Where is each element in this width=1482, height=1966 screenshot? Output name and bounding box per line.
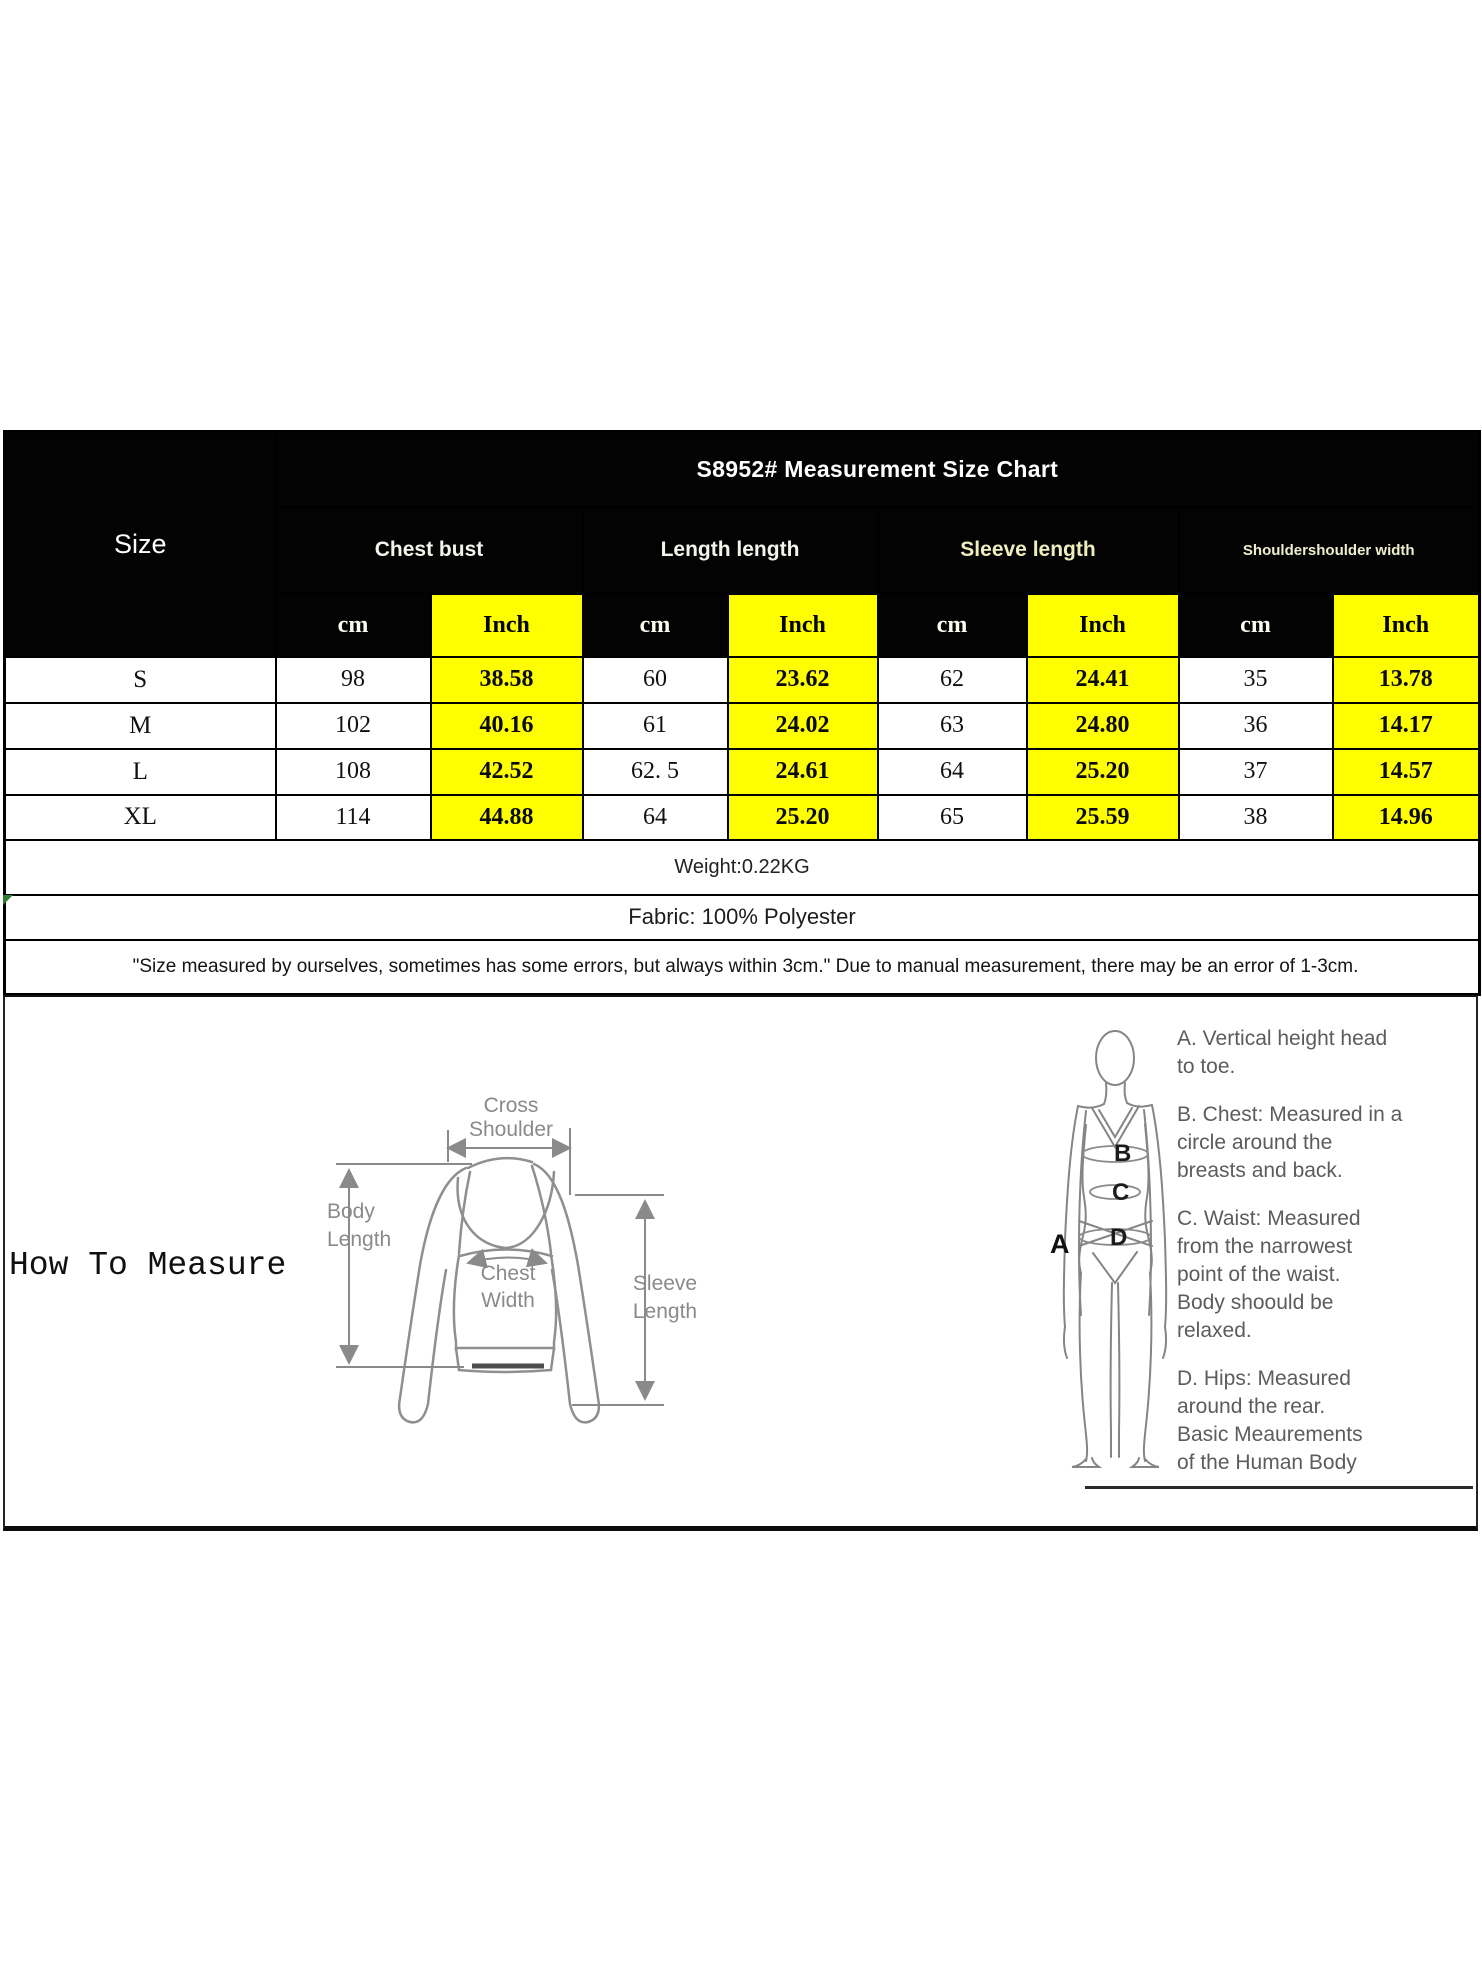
table-row: [5, 703, 1480, 749]
measurement-table: [3, 430, 1481, 996]
measurement-value: 38: [1179, 795, 1333, 840]
measurement-value: 62: [878, 657, 1027, 703]
chest-width-label: Width: [481, 1289, 535, 1312]
note-line: D. Hips: Measured: [1177, 1367, 1351, 1390]
figure-letter-a: A: [1050, 1229, 1070, 1259]
measurement-value: 25.59: [1027, 795, 1179, 840]
unit-header-inch: Inch: [1027, 594, 1179, 657]
figure-letter-b: B: [1114, 1140, 1132, 1167]
cross-shoulder-label: Shoulder: [468, 1118, 554, 1141]
body-length-label: Body: [327, 1200, 375, 1223]
measurement-value: 64: [583, 795, 728, 840]
measurement-value: 42.52: [431, 749, 583, 795]
measurement-value: 102: [276, 703, 431, 749]
note-line: circle around the: [1177, 1131, 1333, 1154]
sleeve-length-label: Sleeve: [632, 1272, 698, 1295]
sleeve-length-label: Length: [632, 1300, 698, 1323]
measurement-value: 98: [276, 657, 431, 703]
notes-underline: [1085, 1486, 1473, 1489]
chest-width-label: Chest: [480, 1262, 536, 1285]
measurement-value: 37: [1179, 749, 1333, 795]
how-to-measure-section: [3, 995, 1478, 1531]
measurement-value: 25.20: [728, 795, 878, 840]
figure-letter-c: C: [1112, 1179, 1130, 1206]
measurement-value: 24.02: [728, 703, 878, 749]
note-line: breasts and back.: [1177, 1159, 1343, 1182]
how-to-measure-heading: How To Measure: [9, 1247, 287, 1284]
green-corner-marker: [3, 895, 13, 905]
note-line: of the Human Body: [1177, 1451, 1357, 1474]
unit-header-cm: cm: [1179, 594, 1333, 657]
group-header-chest: Chest bust: [276, 507, 583, 594]
note-line: point of the waist.: [1177, 1263, 1341, 1286]
measurement-value: 36: [1179, 703, 1333, 749]
body-length-label: Length: [327, 1228, 392, 1251]
group-header-length: Length length: [583, 507, 878, 594]
measurement-value: 108: [276, 749, 431, 795]
note-line: relaxed.: [1177, 1319, 1252, 1342]
group-header-sleeve: Sleeve length: [878, 507, 1179, 594]
note-line: Body shoould be: [1177, 1291, 1334, 1314]
measurement-value: 14.17: [1333, 703, 1480, 749]
disclaimer-row: "Size measured by ourselves, sometimes has some errors, but always within 3cm." Due to manual measurement, there may be an error of 1-3cm.: [5, 940, 1480, 995]
weight-row: Weight:0.22KG: [5, 840, 1480, 895]
measurement-value: 13.78: [1333, 657, 1480, 703]
table-row: [5, 657, 1480, 703]
measurement-value: 60: [583, 657, 728, 703]
note-b: [1177, 1101, 1462, 1185]
measurement-value: 61: [583, 703, 728, 749]
note-line: B. Chest: Measured in a: [1177, 1103, 1403, 1126]
measurement-value: 64: [878, 749, 1027, 795]
measurement-value: 63: [878, 703, 1027, 749]
measurement-value: 14.96: [1333, 795, 1480, 840]
size-label: L: [5, 749, 276, 795]
unit-header-inch: Inch: [431, 594, 583, 657]
measurement-value: 14.57: [1333, 749, 1480, 795]
note-c: [1177, 1205, 1462, 1345]
size-column-header: Size: [5, 432, 276, 657]
table-row: [5, 749, 1480, 795]
measurement-value: 38.58: [431, 657, 583, 703]
unit-header-cm: cm: [583, 594, 728, 657]
measurement-value: 44.88: [431, 795, 583, 840]
note-a: [1177, 1025, 1462, 1081]
size-label: XL: [5, 795, 276, 840]
fabric-row: Fabric: 100% Polyester: [5, 895, 1480, 940]
measurement-value: 24.80: [1027, 703, 1179, 749]
unit-header-inch: Inch: [1333, 594, 1480, 657]
note-line: A. Vertical height head: [1177, 1027, 1388, 1050]
measure-notes: [1177, 1025, 1462, 1497]
table-row: [5, 795, 1480, 840]
table-title: S8952# Measurement Size Chart: [276, 432, 1480, 507]
group-header-shoulder: Shouldershoulder width: [1179, 507, 1480, 594]
measurement-value: 25.20: [1027, 749, 1179, 795]
garment-diagram: [320, 1080, 750, 1450]
size-label: S: [5, 657, 276, 703]
measurement-value: 62. 5: [583, 749, 728, 795]
note-line: C. Waist: Measured: [1177, 1207, 1361, 1230]
measurement-value: 24.41: [1027, 657, 1179, 703]
measurement-value: 35: [1179, 657, 1333, 703]
note-line: from the narrowest: [1177, 1235, 1353, 1258]
measurement-value: 24.61: [728, 749, 878, 795]
cross-shoulder-label: Cross: [483, 1094, 539, 1117]
note-line: Basic Meaurements: [1177, 1423, 1363, 1446]
figure-letter-d: D: [1110, 1224, 1128, 1251]
unit-header-cm: cm: [276, 594, 431, 657]
note-d: [1177, 1365, 1462, 1477]
measurement-value: 65: [878, 795, 1027, 840]
note-line: to toe.: [1177, 1055, 1236, 1078]
measurement-value: 23.62: [728, 657, 878, 703]
measurement-value: 114: [276, 795, 431, 840]
size-label: M: [5, 703, 276, 749]
unit-header-inch: Inch: [728, 594, 878, 657]
unit-header-cm: cm: [878, 594, 1027, 657]
body-figure-diagram: [1036, 1025, 1186, 1475]
measurement-value: 40.16: [431, 703, 583, 749]
note-line: around the rear.: [1177, 1395, 1326, 1418]
